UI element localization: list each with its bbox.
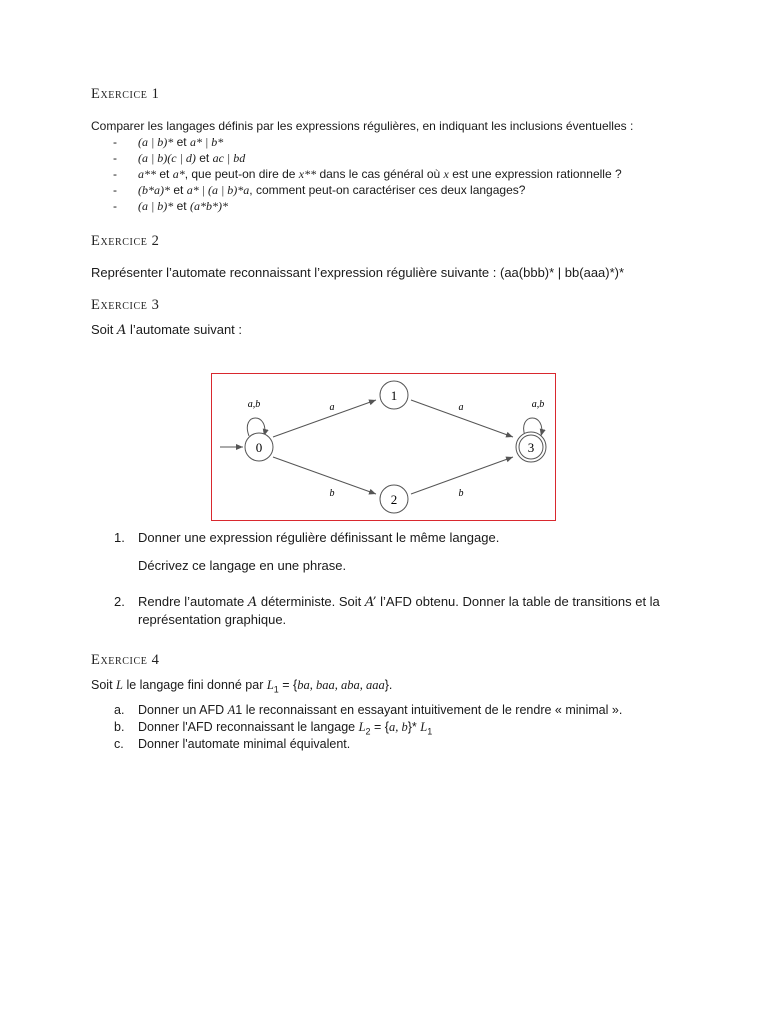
math-expr: (a | b)* [138,135,174,149]
list-item-1 [138,135,223,149]
math-expr: a, b [388,720,408,734]
math-expr: ac | bd [212,151,246,165]
automaton-symbol: A’ [364,595,377,610]
math-expr: (a | b)* [138,199,174,213]
math-expr: L [266,678,274,692]
question-text: = { [370,720,389,734]
question-text: Donner l'AFD reconnaissant le langage [138,720,359,734]
label-edge-0-2: b [329,488,335,499]
subscript: 1 [427,726,433,737]
math-expr: L [420,720,428,734]
question-text: Donner un AFD [138,703,228,717]
exercise-1-intro: Comparer les langages définis par les expressions régulières, en indiquant les inclusions éventuelles : [91,119,634,133]
math-expr: a** [138,167,156,181]
question-number: 2. [114,594,125,609]
math-expr: A [227,703,236,717]
math-expr: (a*b*)* [189,199,228,213]
bullet-dash: - [113,199,117,213]
math-expr: x [443,167,449,181]
automaton-symbol: A [117,323,127,338]
question-b-text [138,720,432,739]
question-text: le reconnaissant en essayant intuitivement de le rendre « minimal ». [242,703,623,717]
intro-text: le langage fini donné par [122,678,267,692]
list-item-2 [138,151,245,165]
math-expr: x** [298,167,317,181]
automaton-figure [211,373,556,521]
question-1b-text: Décrivez ce langage en une phrase. [138,558,347,573]
connector-text: et [173,199,190,213]
question-text: déterministe. Soit [257,594,365,609]
connector-text: et [173,135,190,149]
bullet-dash: - [113,135,117,149]
bullet-dash: - [113,167,117,181]
connector-text: est une expression rationnelle ? [448,167,622,181]
question-letter: a. [114,703,125,717]
question-text: }* [407,720,421,734]
intro-text: = { [278,678,298,692]
connector-text: dans le cas général où [316,167,444,181]
exercise-4-heading: Exercice 4 [91,652,160,668]
exercise-3-intro [91,322,242,339]
connector-text: et [195,151,213,165]
bullet-dash: - [113,183,117,197]
list-item-5 [138,199,228,213]
connector-text: et [170,183,187,197]
state-1-label: 1 [390,388,398,403]
exercise-3-heading: Exercice 3 [91,297,160,313]
exercise-2-heading: Exercice 2 [91,233,160,249]
question-text: l’AFD obtenu. Donner la table de transitions et la [376,594,660,609]
question-number: 1. [114,530,125,545]
subscript: 1 [273,684,279,695]
list-item-3 [138,167,622,181]
math-expr: 1 [235,703,243,717]
label-edge-0-1: a [329,402,335,413]
math-expr: a* [172,167,185,181]
math-expr: ba, baa, aba, aaa [297,678,385,692]
intro-text: Soit [91,322,118,337]
state-0-label: 0 [255,440,263,455]
question-2-text-line2: représentation graphique. [138,612,287,627]
bullet-dash: - [113,151,117,165]
edge-0-1 [273,400,376,437]
question-letter: c. [114,737,124,751]
automaton-diagram [212,374,557,522]
label-loop-0: a,b [247,399,261,410]
question-text: Rendre l’automate [138,594,248,609]
subscript: 2 [365,726,371,737]
math-expr: a* | b* [189,135,224,149]
exercise-2-text: Représenter l’automate reconnaissant l’expression régulière suivante : (aa(bbb)* | bb(aaa)*)* [91,265,625,280]
label-edge-1-3: a [458,402,464,413]
intro-text: Soit [91,678,117,692]
exercise-1-heading: Exercice 1 [91,86,160,102]
question-letter: b. [114,720,125,734]
automaton-symbol: A [247,595,258,610]
question-c-text: Donner l'automate minimal équivalent. [138,737,351,751]
list-item-4 [138,183,525,197]
label-edge-2-3: b [458,488,464,499]
question-1-text: Donner une expression régulière définissant le même langage. [138,530,500,545]
intro-text: }. [384,678,393,692]
state-2-label: 2 [390,492,398,507]
exercise-4-intro [91,678,392,697]
connector-text: et [156,167,173,181]
state-3-label: 3 [527,440,535,455]
math-expr: (a | b)(c | d) [138,151,196,165]
question-2-text [138,594,660,611]
connector-text: , que peut-on dire de [184,167,299,181]
connector-text: , comment peut-on caractériser ces deux langages? [249,183,526,197]
edge-0-2 [273,457,376,494]
math-expr: (b*a)* [138,183,170,197]
math-expr: L [358,720,366,734]
question-a-text [138,703,622,717]
intro-text: l’automate suivant : [126,322,243,337]
label-loop-3: a,b [531,399,545,410]
math-expr: L [116,678,123,692]
math-expr: a* | (a | b)*a [186,183,250,197]
